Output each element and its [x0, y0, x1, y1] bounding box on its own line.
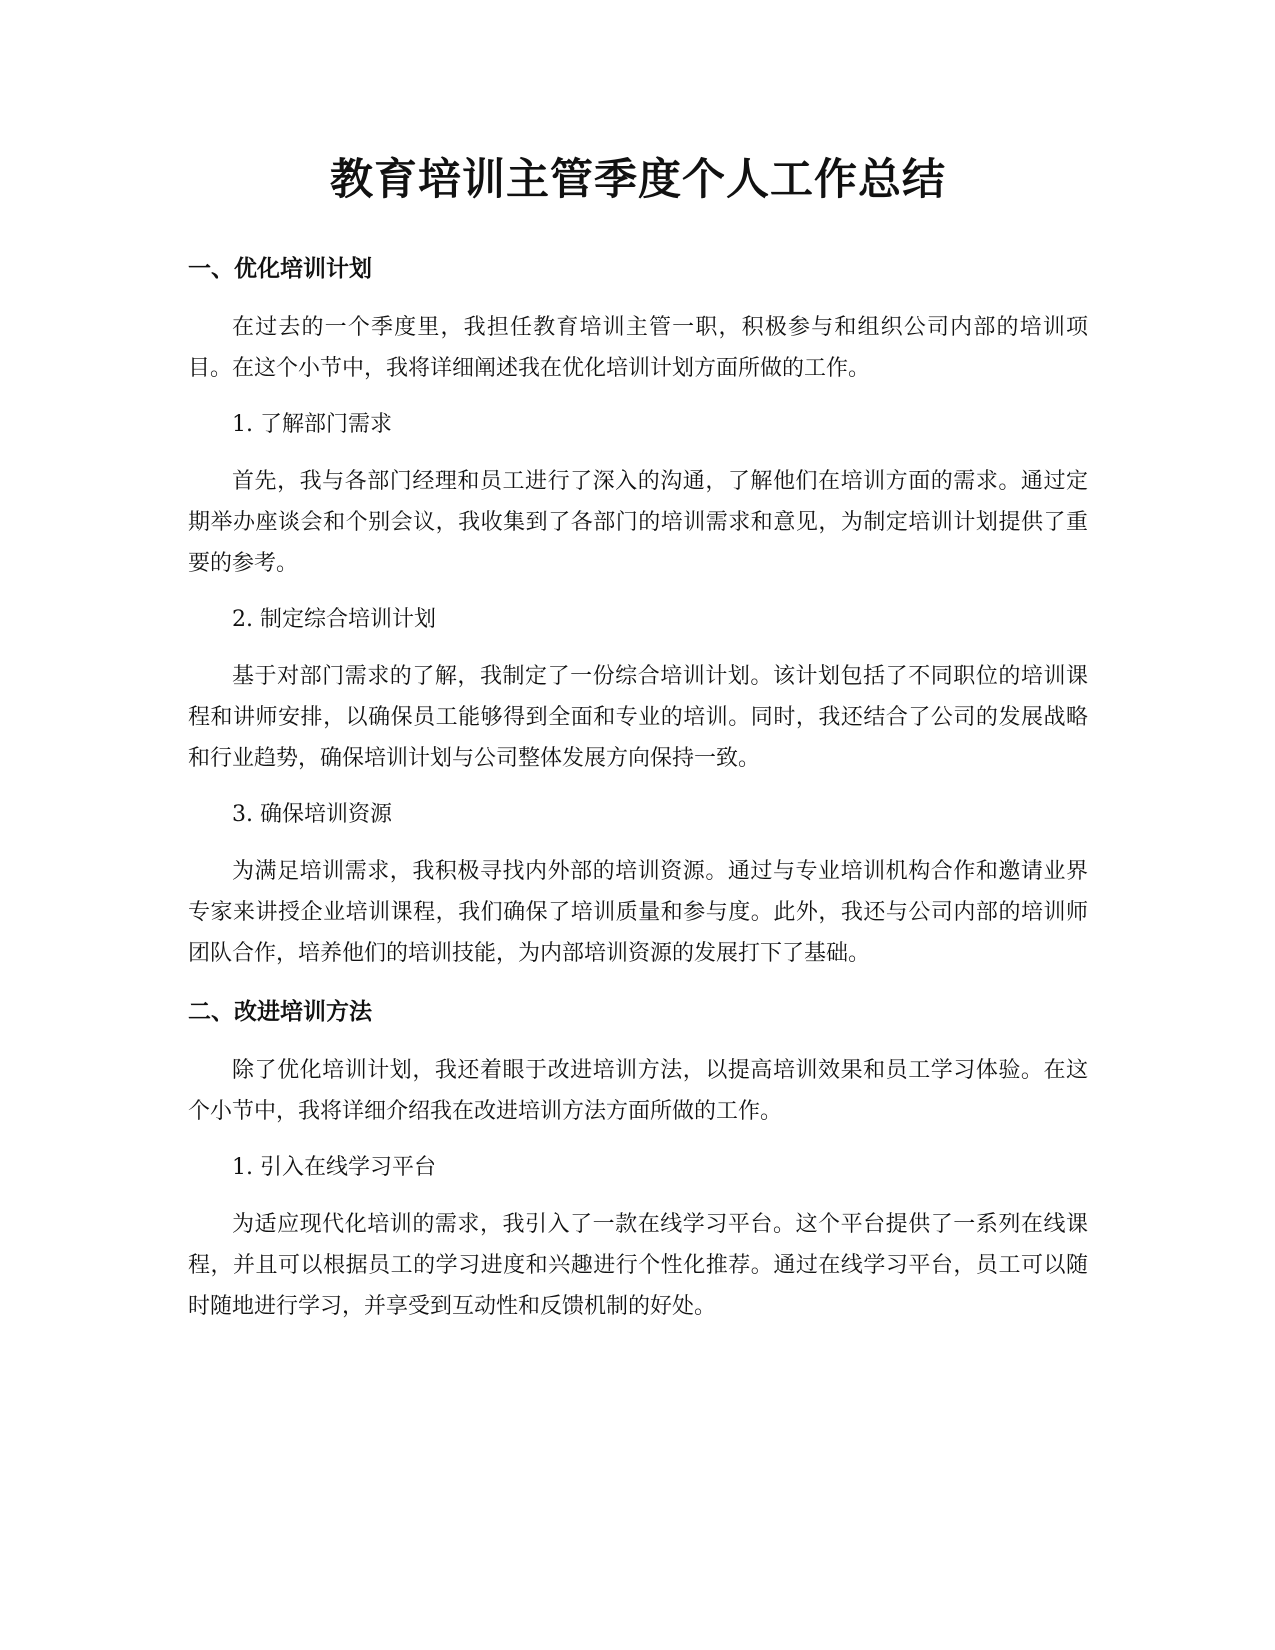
section-improve-training-methods	[188, 996, 1088, 1327]
subsection-paragraph: 为适应现代化培训的需求，我引入了一款在线学习平台。这个平台提供了一系列在线课程，并且可以根据员工的学习进度和兴趣进行个性化推荐。通过在线学习平台，员工可以随时随地进行学习，并享受到互动性和反馈机制的好处。	[188, 1212, 1088, 1319]
subsection-paragraph: 为满足培训需求，我积极寻找内外部的培训资源。通过与专业培训机构合作和邀请业界专家来讲授企业培训课程，我们确保了培训质量和参与度。此外，我还与公司内部的培训师团队合作，培养他们的培训技能，为内部培训资源的发展打下了基础。	[188, 859, 1088, 966]
section-intro-paragraph: 除了优化培训计划，我还着眼于改进培训方法，以提高培训效果和员工学习体验。在这个小节中，我将详细介绍我在改进培训方法方面所做的工作。	[188, 1058, 1088, 1124]
subsection-heading: 3. 确保培训资源	[232, 802, 392, 827]
subsection-paragraph: 基于对部门需求的了解，我制定了一份综合培训计划。该计划包括了不同职位的培训课程和讲师安排，以确保员工能够得到全面和专业的培训。同时，我还结合了公司的发展战略和行业趋势，确保培训计划与公司整体发展方向保持一致。	[188, 664, 1088, 771]
document-body	[188, 150, 1088, 1327]
section-heading: 一、优化培训计划	[188, 256, 372, 282]
subsection-heading: 1. 了解部门需求	[232, 412, 392, 437]
document-title: 教育培训主管季度个人工作总结	[330, 155, 946, 205]
subsection-paragraph: 首先，我与各部门经理和员工进行了深入的沟通，了解他们在培训方面的需求。通过定期举办座谈会和个别会议，我收集到了各部门的培训需求和意见，为制定培训计划提供了重要的参考。	[188, 469, 1088, 576]
section-intro-paragraph: 在过去的一个季度里，我担任教育培训主管一职，积极参与和组织公司内部的培训项目。在这个小节中，我将详细阐述我在优化培训计划方面所做的工作。	[188, 315, 1088, 381]
subsection-heading: 1. 引入在线学习平台	[232, 1155, 436, 1180]
subsection-heading: 2. 制定综合培训计划	[232, 607, 436, 632]
section-heading: 二、改进培训方法	[188, 999, 372, 1025]
section-optimize-training-plan	[188, 253, 1088, 974]
